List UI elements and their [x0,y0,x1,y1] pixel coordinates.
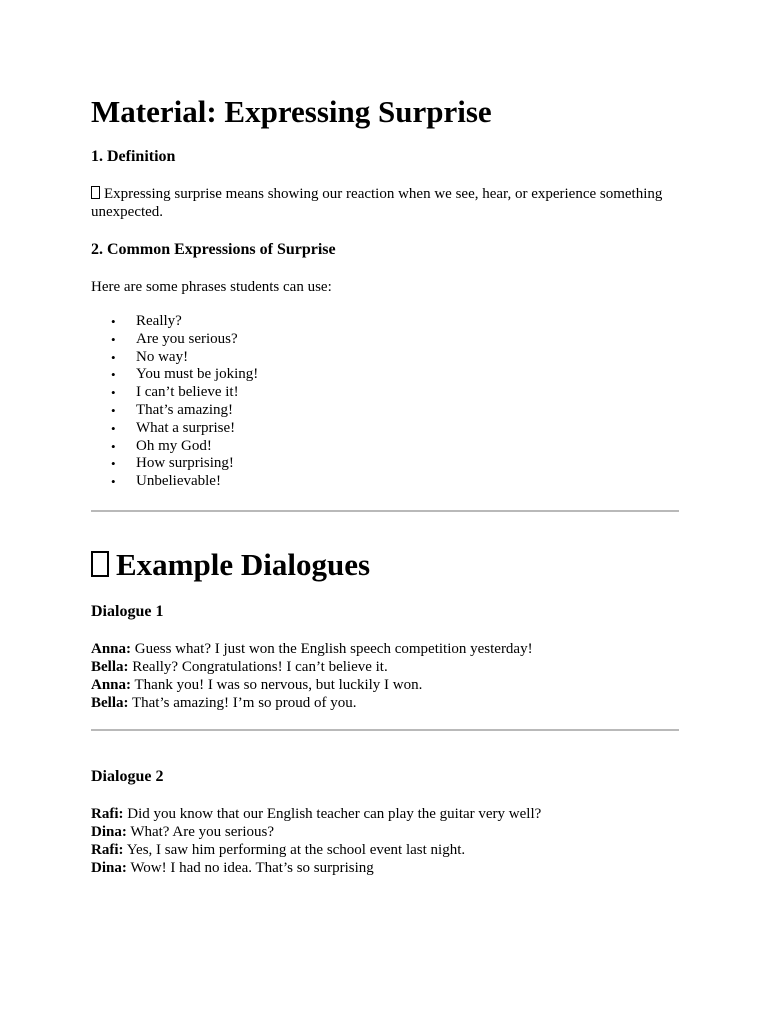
dialogue-line [91,640,533,658]
list-item: • No way! [111,348,189,365]
section-divider [91,510,679,512]
list-item: • That’s amazing! [111,401,234,418]
bullet-icon: • [111,349,116,365]
dialogue-text: What? Are you serious? [130,824,275,840]
list-item: • Are you serious? [111,330,238,347]
definition-heading: 1. Definition [91,148,176,165]
list-item: • How surprising! [111,455,234,472]
list-item: • I can’t believe it! [111,384,239,401]
expressions-heading: 2. Common Expressions of Surprise [91,241,336,258]
bullet-icon: • [111,367,116,383]
speaker-name: Anna: [91,677,132,693]
dialogue-line [91,859,541,877]
bullet-icon: • [111,331,116,347]
speaker-name: Rafi: [91,842,124,858]
speaker-name: Dina: [91,860,127,876]
page-title: Material: Expressing Surprise [91,94,492,129]
dialogue-text: That’s amazing! I’m so proud of you. [131,695,357,711]
expressions-list [91,313,258,491]
dialogue-line [91,694,533,712]
expressions-intro: Here are some phrases students can use: [91,279,332,295]
dialogue-line [91,658,533,676]
bullet-icon: • [111,385,116,401]
speaker-name: Bella: [91,695,129,711]
dialogue-1-title: Dialogue 1 [91,603,164,620]
speaker-name: Anna: [91,641,132,657]
speaker-name: Rafi: [91,806,124,822]
bullet-icon: • [111,474,116,490]
dialogue-line [91,823,541,841]
definition-body: Expressing surprise means showing our reaction when we see, hear, or experience something unexpected. [91,186,663,220]
dialogue-line [91,841,541,859]
list-item: • Unbelievable! [111,473,221,490]
dialogue-1 [91,640,533,712]
definition-text [91,185,679,221]
dialogue-text: Yes, I saw him performing at the school event last night. [126,842,466,858]
dialogue-2 [91,805,541,877]
dialogue-line [91,676,533,694]
dialogue-2-title: Dialogue 2 [91,768,164,785]
dialogue-text: Did you know that our English teacher can play the guitar very well? [127,806,542,822]
section-divider [91,729,679,731]
dialogue-text: Guess what? I just won the English speech competition yesterday! [134,641,533,657]
dialogue-text: Really? Congratulations! I can’t believe it. [132,659,388,675]
dialogue-text: Wow! I had no idea. That’s so surprising [130,860,374,876]
bullet-icon: • [111,314,116,329]
missing-glyph-icon [91,551,109,577]
bullet-icon: • [111,456,116,472]
list-item: • You must be joking! [111,366,259,383]
list-item: • Really? [111,313,182,329]
dialogue-line [91,805,541,823]
dialogue-text: Thank you! I was so nervous, but luckily I won. [134,677,423,693]
examples-heading: Example Dialogues [91,547,370,583]
speaker-name: Dina: [91,824,127,840]
list-item: • Oh my God! [111,437,212,454]
bullet-icon: • [111,438,116,454]
missing-glyph-icon [91,186,100,199]
speaker-name: Bella: [91,659,129,675]
list-item: • What a surprise! [111,419,236,436]
bullet-icon: • [111,402,116,418]
bullet-icon: • [111,420,116,436]
